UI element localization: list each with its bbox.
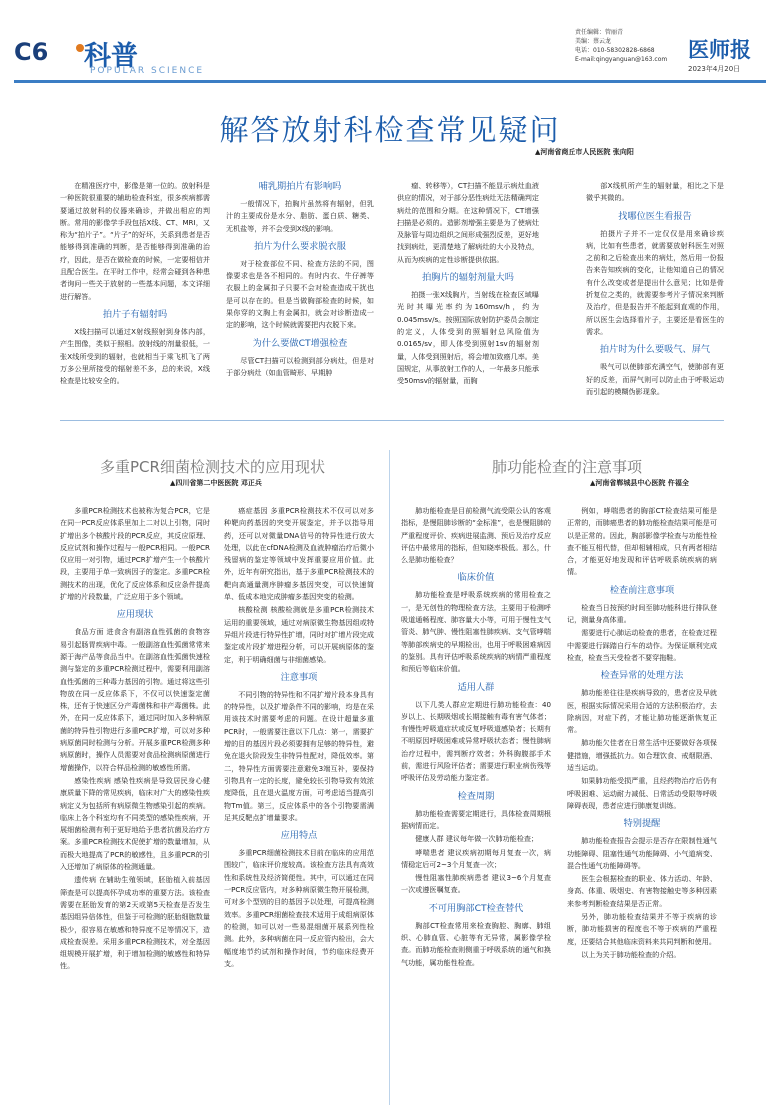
paragraph: 肺功能检查需要定期进行，具体检查周期根据病情而定。 <box>401 808 551 830</box>
article2-title: 多重PCR细菌检测技术的应用现状 <box>100 458 325 476</box>
section-heading: 找哪位医生看报告 <box>618 210 692 222</box>
paragraph: 慢性阻塞性肺疾病患者 建议3~6个月复查一次或遵医嘱复查。 <box>401 873 551 895</box>
paragraph: 医生会根据检查的职业、体力活动、年龄、身高、体重、吸烟史、有害物接触史等多种因素来参考判断检查结果是否正常。 <box>567 874 717 908</box>
paragraph: 多重PCR细菌检测技术目前在临床的应用范围较广，临床评价度较高。该检查方法具有高效性和系统性及经济简便性。其中，可以通过在同一PCR反应管内，对多种病原微生物开展检测，可对多个型别的目的基因予以处理，可提高检测效率。多重PCR细菌检查技术适用于成组病原体的检测，如可以对一些易混细菌开展系列性检测。此外，多种病菌在同一反应管内检出，会大幅度地节约试剂和操作时间，节约临床经费开支。 <box>224 848 374 968</box>
paragraph: 不同引物的特异性和不同扩增片段本身具有的特异性，以及扩增条件不同的影响，均是在采用该技术时需要考虑的问题。在设计超量多重PCR时，一般需要注意以下几点：第一，需要扩增的目的基因片段必须要拥有足够的特异性，避免在退火阶段发生非特异性配对，降低效率。第二，特异性方面需要注意避免3端互补，要保持引物具有一定的长度，避免较长引物导致有效浓度降低，且在退火温度方面，可考虑适当提高引物Tm值。第三，反应体系中的各个引物要需满足其反靶点扩增量要求。 <box>224 689 374 822</box>
publication-date: 2023年4月20日 <box>688 65 741 73</box>
section-heading: 拍片为什么要求脱衣服 <box>254 240 346 252</box>
paragraph: 感染性疾病 感染性疾病是导致居民身心健康质量下降的常见疾病，临床对广大的感染性疾病定义为包括所有病原微生物感染引起的疾病。临床上各个科室均有不同类型的感染性疾病，开展细菌检测有利于更好地给予患者抗菌及治疗方案。多重PCR检测技术促使扩增的数量增加，从而极大地提高了PCR的敏感性，且多重PCR的引入还增加了病原体的检测通量。 <box>60 775 210 872</box>
page-number: C6 <box>14 38 49 66</box>
paragraph: 拍摄片子并不一定仅仅是用来确诊疾病，比如有些患者，就需要放射科医生对照之前和之后检查出来的病灶，然后用一份报告来告知疾病的变化，让他知道自己的情况有什么改变或者是提出什么意见；比如是骨折复位之类的，就需要参考片子情况来判断及治疗，但是报告并不能起到直观的作用，所以医生会选择看片子，主要还是看医生的需求。 <box>586 228 724 336</box>
article3-column <box>401 505 551 1105</box>
section-heading: 临床价值 <box>457 572 495 584</box>
email-line: E-mail:qingyanguan@163.com <box>575 56 668 63</box>
article1-column <box>397 180 539 412</box>
paragraph: 食品方面 进食含有副溶血性弧菌的食物容易引起肠胃疾病中毒。一般副溶血性弧菌常常来源于海产品等食品当中。在副溶血性弧菌快速检测与鉴定的多重PCR检测过程中，需要利用副溶血性弧菌的三种毒力基因的引物。通过将这些引物放在同一反应体系下，不仅可以快速鉴定菌株，还有于快速区分产毒菌株和非产毒菌株。此外，在同一反应体系下，通过同时加入多种病原菌的特异性引物进行多重PCR扩增，可以对多种病原菌同时检测与分析。开展多重PCR检测多种病原菌时，操作人员需要对食品检测病原菌进行增菌操作，以符合样品检测的敏感性所需。 <box>60 627 210 772</box>
article1-byline: ▲河南省商丘市人民医院 张向阳 <box>535 148 634 156</box>
paragraph: 对于检查部位不同、检查方法的不同，图像要求也是各不相同的。有时内衣、牛仔裤等衣服上的金属扣子只要不会对检查造成干扰也是可以存在的。但是当做胸部检查的时候，如果你穿的文胸上有金属扣，就会对诊断造成一定的影响，这个时候就需要把内衣脱下来。 <box>226 258 374 330</box>
paragraph: 以下几类人群应定期进行肺功能检查：40岁以上、长期吸烟或长期接触有毒有害气体者；有慢性呼吸道症状或反复呼吸道感染者；长期有不明原因呼吸困难或异常呼吸状态者；慢性肺病治疗过程中，需判断疗效者；外科胸腹部手术前，需进行风险评估者；需要进行职业病伤残等呼吸评估及劳动能力鉴定者。 <box>401 699 551 783</box>
paragraph: 在精准医疗中，影像是第一位的。放射科是一种医院很重要的辅助检查科室，很多疾病都需要通过放射科的仪器来确诊，并做出相应的判断。常用的影像学手段包括X线、CT、MRI，又称为“拍片子”。“片子”的好坏，关系到患者是否能够得到准确的判断，是否能够得到准确的治疗，因此，是否在做检查的时候，一定要相信并且配合医生。在平时工作中，经常会碰到各种患者询问一些关于放射的一些基本问题，本文详细进行解答。 <box>60 181 210 301</box>
paragraph: 胸部CT检查常用来检查胸腔、胸廓、肺组织、心肺血管、心脏等有无异常，属影像学检查。而肺功能检查则侧重于呼吸系统的通气和换气功能，属功能性检查。 <box>401 920 551 967</box>
paragraph: 如果肺功能受损严重，且经药物治疗后仍有呼吸困难、运动耐力减低、日常活动受限等呼吸障碍表现，患者应进行肺康复训练。 <box>567 776 717 810</box>
paragraph: 瘤、转移等），CT扫描不能显示病灶血液供应的情况，对于部分恶性病灶无法精确判定病灶的范围和分期。在这种情况下，CT增强扫描是必须的。造影剂增强主要是为了使病灶及脉管与周边组织之间形成强烈反差，更好地找到病灶，更清楚地了解病灶的大小及特点，从而为疾病的定性诊断提供依据。 <box>397 181 539 264</box>
article1-column <box>226 180 374 412</box>
paragraph: 例如，哮喘患者的胸部CT检查结果可能是正常的，而肺癌患者的肺功能检查结果可能是可以是正常的。因此，胸部影像学检查与功能性检查不能互相代替，但却相辅相成，只有两者相结合，才能更好地发现和评估呼吸系统疾病的病情。 <box>567 506 717 577</box>
article2-byline: ▲四川省第二中医医院 邓正兵 <box>170 479 262 487</box>
masthead-divider <box>14 80 766 83</box>
paragraph: 另外，肺功能检查结果并不等于疾病的诊断，肺功能损害的程度也不等于疾病的严重程度，还要结合其他临床资料来共同判断和使用。 <box>567 912 717 946</box>
paragraph: 拍摄一张X线胸片，当射线在检查区域曝光时其曝光率约为160msv/h，约为0.045msv/s。按照国际放射防护委员会制定的定义，人体受到的照辐射总风险值为0.0165/sv，即人体受到照射1sv的辐射剂量，人体受到照射后，将会增加致癌几率。美国规定，从事放射工作的人，一年最多只能承受50msv的辐射量，而胸 <box>397 290 539 386</box>
article2-column <box>60 505 210 1105</box>
paragraph: 肺功能检查是呼吸系统疾病的常用检查之一，是无创性的物理检查方法，主要用于检测呼吸道通畅程度、肺容量大小等，可用于慢性支气管炎、肺气肿、慢性阻塞性肺疾病、支气管哮喘等肺部疾病史的早期检出，也用于呼吸困难病因的鉴别。具有评估呼吸系统疾病的病情严重程度和预后等临床价值。 <box>401 590 551 674</box>
section-heading: 检查异常的处理方法 <box>600 670 684 682</box>
section-heading: 拍胸片的辐射剂量大吗 <box>422 272 514 284</box>
paragraph: 癌症基因 多重PCR检测技术不仅可以对多种靶向药基因的突变开展鉴定，并予以指导用药，还可以对微量DNA信号的特异性进行放大处理，以此在cfDNA检测及血液肿瘤治疗后微小残留病的鉴定等领域中发挥重要应用价值。此外，近年有研究指出，基于多重PCR检测技术的靶向高通量测序肿瘤多基因突变，可以快速简单、低成本地完成肿瘤多基因突变的检测。 <box>224 506 374 602</box>
article2-column <box>224 505 374 1105</box>
section-heading: 特别提醒 <box>623 818 661 830</box>
article1-column <box>586 180 724 412</box>
section-heading: 检查周期 <box>457 790 495 802</box>
paragraph: 核酸检测 核酸检测就是多重PCR检测技术运用的重要领域，通过对病原微生物基因组或特异组片段进行特异性扩增，同时对扩增片段完成鉴定或片段扩增进程分析，可以开展病原体的鉴定，利于明确细菌与非细菌感染。 <box>224 605 374 664</box>
article1-column <box>60 180 210 412</box>
phone-line: 电话：010-58302828-6868 <box>575 47 655 54</box>
paragraph: 尽管CT扫描可以检测到部分病灶，但是对于部分病灶（如血管畸形、早期肿 <box>226 355 374 377</box>
section-heading: 检查前注意事项 <box>609 584 675 596</box>
paragraph: 肺功能检查是目前检测气流受限公认的客观指标，是慢阻肺诊断的“金标准”，也是慢阻肺的严重程度评价、疾病进展监测、预后及治疗反应评估中最常用的指标，但知晓率极低。那么，什么是肺功能检查？ <box>401 506 551 565</box>
article3-column <box>567 505 717 1105</box>
paragraph: 一般情况下，拍胸片虽然将有辐射，但乳汁的主要成份是水分、脂肪、蛋白质、糖类、无机盐等，并不会受到X线的影响。 <box>226 199 374 233</box>
paragraph: 肺功能欠佳者在日常生活中还要做好各项保健措施，增强抵抗力。如合理饮食、戒烟限酒、适当运动。 <box>567 738 717 773</box>
section-heading: 拍片时为什么要吸气、屏气 <box>599 344 711 356</box>
section-heading: 应用特点 <box>280 830 318 842</box>
decorative-dot-icon <box>76 44 84 52</box>
paragraph: 遗传病 在辅助生殖领域，胚胎植入前基因筛查是可以提高怀孕成功率的重要方法。该检查需要在胚胎发育的第2天或第5天检查是否发生基因组异倍体性，但鉴于可检测的胚胎细胞数量极少，很容易在敏感和特异度不足等情况下，造成检查误差。采用多重PCR检测技术，对全基因组规模开展扩增，利于增加检测的敏感性和特异性。 <box>60 875 210 971</box>
article3-title: 肺功能检查的注意事项 <box>492 458 643 476</box>
section-title: 科普 <box>84 41 138 72</box>
paper-logo: 医师报 <box>688 37 751 62</box>
paragraph: 肺功能检查报告会提示是否存在限制性通气功能障碍、阻塞性通气功能障碍、小气道病变、混合性通气功能障碍等。 <box>567 836 717 870</box>
paragraph: 多重PCR检测技术也被称为复合PCR，它是在同一PCR反应体系里加上二对以上引物，同时扩增出多个核酸片段的PCR反应，其反应原理、反应试剂和操作过程与一般PCR相同。一般PCR仅应用一对引物，通过PCR扩增产生一个核酸片段，主要用于单一致病因子的鉴定。多重PCR检测技术的出现，优化了反应体系和反应条件提高扩增的片段数量，广泛应用于多个领域。 <box>60 506 210 602</box>
designer-line: 美编：蔡云龙 <box>575 38 612 45</box>
paragraph: 需要进行心肺运动检查的患者，在检查过程中需要进行踩踏自行车的动作。为保证顺利完成检查，检查当天受检者不要穿拖鞋。 <box>567 628 717 662</box>
paragraph: 部X线机所产生的辐射量，相比之下是微乎其微的。 <box>586 181 724 203</box>
section-subtitle: POPULAR SCIENCE <box>90 66 205 76</box>
editor-line: 责任编辑：管丽青 <box>575 29 624 36</box>
paragraph: 以上为关于肺功能检查的介绍。 <box>581 949 681 959</box>
section-heading: 适用人群 <box>457 681 495 693</box>
paragraph: X线扫描可以通过X射线照射到身体内部，产生图像，类似于照相。放射线的剂量很低，一张X线所受到的辐射，也就相当于乘飞机飞了两万多公里所接受的辐射差不多，总的来说，X线检查是比较安全的。 <box>60 326 210 386</box>
paragraph: 吸气可以使肺部充满空气，使肺部有更好的反差，而屏气则可以防止由于呼吸运动而引起的模糊伪影现象。 <box>586 362 724 396</box>
paragraph: 哮喘患者 建议疾病初期每月复查一次，病情稳定后可2~3个月复查一次； <box>401 847 551 869</box>
editor-info <box>575 28 687 64</box>
section-divider <box>60 420 724 421</box>
column-divider <box>389 450 390 1105</box>
section-heading: 注意事项 <box>280 671 318 683</box>
section-heading: 拍片子有辐射吗 <box>102 308 168 320</box>
article3-byline: ▲河南省郸城县中心医院 仵福全 <box>590 479 689 487</box>
article1-title: 解答放射科检查常见疑问 <box>219 113 561 147</box>
paragraph: 肺功能差往往是疾病导致的，患者应及早就医，根据实际情况采用合适的方法积极治疗，去除病因，对症下药，才能让肺功能逐渐恢复正常。 <box>567 688 717 735</box>
section-heading: 不可用胸部CT检查替代 <box>428 902 524 914</box>
section-heading: 为什么要做CT增强检查 <box>252 337 348 349</box>
section-heading: 应用现状 <box>116 609 154 621</box>
paragraph: 检查当日按预约时间至肺功能科进行排队登记，测量身高体重。 <box>567 602 717 625</box>
section-heading: 哺乳期拍片有影响吗 <box>258 181 342 192</box>
paragraph: 健康人群 建议每年做一次肺功能检查； <box>415 834 539 844</box>
